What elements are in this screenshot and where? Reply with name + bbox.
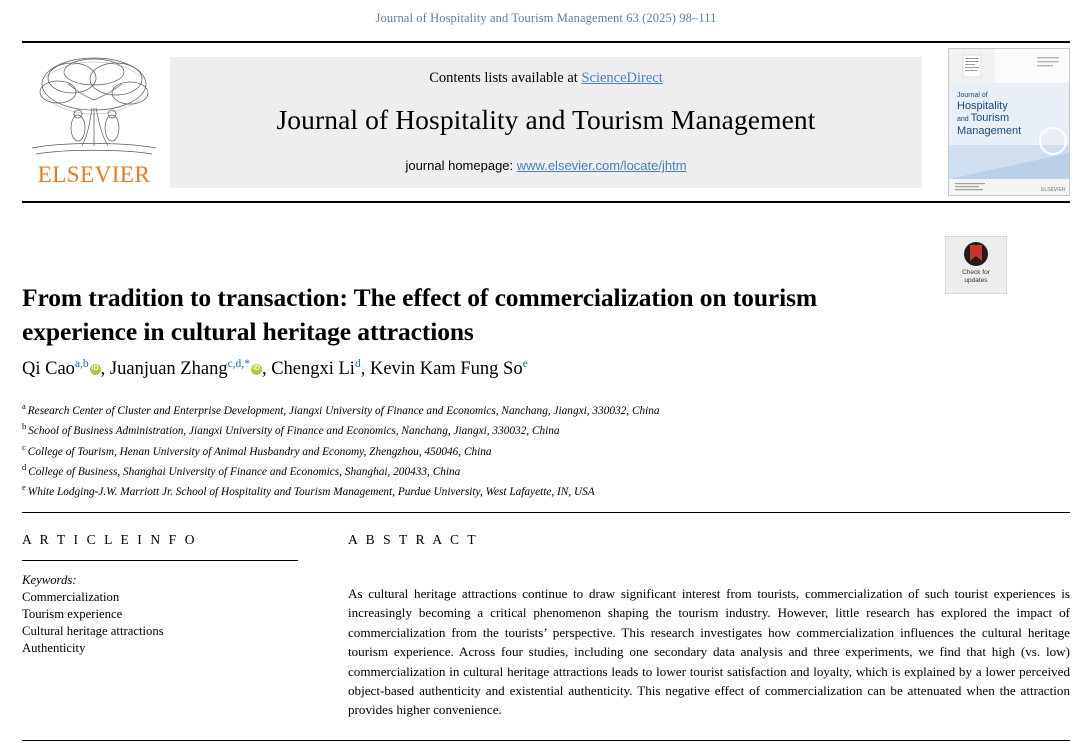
author-entry bbox=[370, 359, 528, 379]
divider-above-info bbox=[22, 512, 1070, 513]
affiliation-marker: e bbox=[22, 482, 26, 493]
keywords-block bbox=[22, 572, 298, 657]
keyword-item: Tourism experience bbox=[22, 607, 123, 621]
author-separator: , bbox=[261, 359, 272, 380]
author-separator: , bbox=[100, 359, 110, 380]
affiliation-marker: a bbox=[22, 401, 26, 411]
sciencedirect-link[interactable]: ScienceDirect bbox=[581, 70, 663, 86]
svg-text:Journal of: Journal of bbox=[957, 92, 988, 99]
crossmark-line2: updates bbox=[964, 277, 988, 284]
elsevier-tree-icon bbox=[22, 50, 166, 162]
journal-title: Journal of Hospitality and Tourism Management bbox=[276, 104, 816, 135]
keyword-item: Authenticity bbox=[22, 641, 86, 655]
abstract-heading: A B S T R A C T bbox=[348, 532, 479, 547]
svg-text:ELSEVIER: ELSEVIER bbox=[1041, 187, 1066, 193]
affiliation-text: School of Business Administration, Jiangxi University of Finance and Economics, Nanchang, Jiangxi, 330032, China bbox=[28, 425, 560, 438]
svg-text:Management: Management bbox=[957, 125, 1022, 137]
affiliation-text: Research Center of Cluster and Enterprise Development, Jiangxi University of Finance and Economics, Nanchang, Jiangxi, 330032, China bbox=[27, 404, 660, 417]
author-list bbox=[22, 358, 1022, 380]
contents-prefix: Contents lists available at bbox=[429, 70, 582, 86]
elsevier-wordmark: ELSEVIER bbox=[37, 162, 151, 187]
affiliation-item bbox=[22, 480, 1032, 500]
article-info-divider bbox=[22, 560, 298, 561]
affiliation-text: College of Tourism, Henan University of Animal Husbandry and Economy, Zhengzhou, 450046, China bbox=[27, 445, 492, 458]
keyword-item: Cultural heritage attractions bbox=[22, 624, 164, 638]
affiliation-item bbox=[22, 440, 1032, 460]
journal-homepage-line bbox=[170, 158, 922, 173]
article-info-section bbox=[22, 532, 298, 657]
author-name: Kevin Kam Fung So bbox=[369, 359, 523, 380]
author-entry bbox=[22, 359, 110, 379]
crossmark-badge[interactable] bbox=[945, 236, 1007, 294]
svg-text:and Tourism: and Tourism bbox=[957, 112, 1010, 124]
author-affil-marker: d bbox=[354, 358, 361, 370]
author-name: Chengxi Li bbox=[271, 359, 355, 380]
svg-text:Hospitality: Hospitality bbox=[957, 100, 1008, 112]
author-name: Juanjuan Zhang bbox=[109, 359, 228, 380]
author-affil-marker: c,d,* bbox=[227, 358, 250, 370]
crossmark-icon bbox=[963, 241, 989, 267]
divider-bottom bbox=[22, 740, 1070, 741]
affiliation-item bbox=[22, 460, 1032, 480]
journal-homepage-link[interactable]: www.elsevier.com/locate/jhtm bbox=[516, 158, 687, 173]
author-entry bbox=[110, 359, 271, 379]
homepage-label: journal homepage: bbox=[405, 158, 517, 173]
orcid-icon[interactable] bbox=[90, 364, 101, 375]
keywords-label: Keywords: bbox=[22, 573, 77, 587]
abstract-section bbox=[348, 532, 1070, 720]
author-separator: , bbox=[360, 359, 370, 380]
author-entry bbox=[271, 359, 370, 379]
journal-band bbox=[170, 57, 922, 188]
article-info-heading: A R T I C L E I N F O bbox=[22, 532, 198, 547]
affiliation-item bbox=[22, 399, 1032, 419]
author-affil-marker: e bbox=[522, 358, 528, 370]
affiliation-marker: d bbox=[22, 462, 27, 473]
author-affil-marker: a,b bbox=[74, 358, 89, 370]
journal-masthead bbox=[22, 41, 1070, 203]
affiliation-marker: b bbox=[22, 421, 27, 432]
affiliation-item bbox=[22, 419, 1032, 439]
keyword-item: Commercialization bbox=[22, 590, 120, 604]
orcid-icon[interactable] bbox=[251, 364, 262, 375]
contents-line bbox=[170, 70, 922, 87]
affiliation-marker: c bbox=[22, 441, 26, 452]
journal-cover-image bbox=[948, 48, 1070, 196]
page-title: From tradition to transaction: The effect of commercialization on tourism experience in cultural heritage attractions bbox=[22, 283, 818, 347]
running-head: Journal of Hospitality and Tourism Management 63 (2025) 98–111 bbox=[375, 11, 717, 25]
crossmark-line1: Check for bbox=[962, 269, 990, 276]
elsevier-logo bbox=[22, 50, 166, 194]
affiliation-text: White Lodging-J.W. Marriott Jr. School of Hospitality and Tourism Management, Purdue University, West Lafayette, IN, USA bbox=[27, 486, 595, 499]
abstract-text: As cultural heritage attractions continue to draw significant interest from tourists, commercialization of such tourist experiences is increasingly becoming a critical phenomenon shaping the tourism industry. However, little research has explored the impact of commercialization from the tourists’ perspective. This research investigates how commercialization influences the cultural heritage tourism experience. Across four studies, including one secondary data analysis and three experiments, we find that high (vs. low) commercialization in cultural heritage attractions leads to lower tourist satisfaction and loyalty, which is explained by a lower perceived object-based authenticity and existential authenticity. This negative effect of commercialization can be attenuated when the attraction provides higher convenience. bbox=[348, 586, 1070, 718]
affiliation-text: College of Business, Shanghai University of Finance and Economics, Shanghai, 200433, China bbox=[28, 465, 461, 478]
affiliation-list bbox=[22, 399, 1032, 501]
author-name: Qi Cao bbox=[22, 359, 75, 380]
